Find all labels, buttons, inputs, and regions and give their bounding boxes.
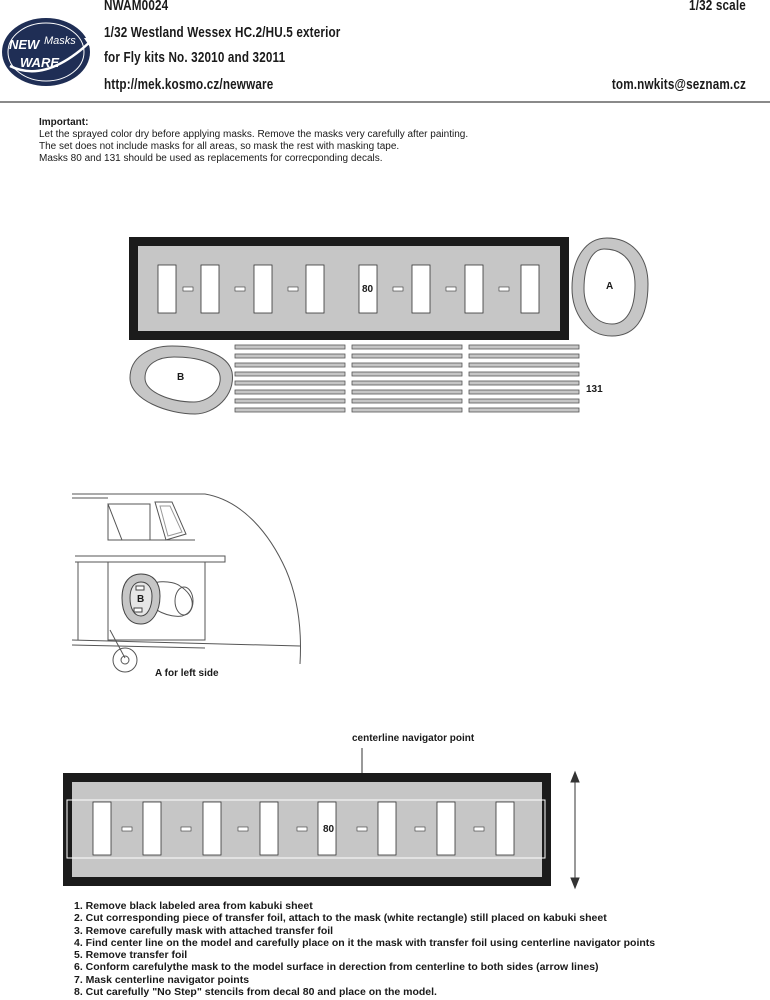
step-4: 4. Find center line on the model and carefully place on it the mask with transfer foil using centerline navigator points [74, 936, 656, 949]
step-2: 2. Cut corresponding piece of transfer foil, attach to the mask (white rectangle) still placed on kabuki sheet [74, 912, 607, 925]
important-line-2: The set does not include masks for all areas, so mask the rest with masking tape. [39, 141, 400, 152]
logo-new-text: NEW [9, 37, 40, 52]
double-arrow [571, 772, 579, 888]
logo-ware-text: WARE [20, 55, 59, 70]
mask-a-label: A [606, 281, 614, 292]
step-6: 6. Conform carefulythe mask to the model surface in derection from centerline to both sides (arrow lines) [74, 961, 599, 974]
website-link[interactable]: http://mek.kosmo.cz/newware [104, 76, 274, 93]
document-title: 1/32 Westland Wessex HC.2/HU.5 exterior [104, 24, 341, 41]
strips-131-label: 131 [586, 384, 603, 395]
step-8: 8. Cut carefully "No Step" stencils from decal 80 and place on the model. [74, 986, 437, 999]
mask-80-label: 80 [362, 284, 374, 295]
step-1: 1. Remove black labeled area from kabuki sheet [74, 900, 313, 912]
email-link[interactable]: tom.nwkits@seznam.cz [611, 76, 746, 93]
heli-caption: A for left side [155, 668, 219, 679]
mask-b-label: B [177, 372, 185, 383]
step-3: 3. Remove carefully mask with attached transfer foil [74, 924, 334, 937]
centerline-callout: centerline navigator point [352, 733, 475, 744]
important-line-1: Let the sprayed color dry before applying masks. Remove the masks very carefully after painting. [39, 129, 469, 140]
step-5: 5. Remove transfer foil [74, 949, 188, 962]
placement-mask-80-label: 80 [323, 824, 335, 835]
logo-masks-text: Masks [44, 35, 76, 47]
scale-label: 1/32 scale [689, 0, 746, 14]
instruction-steps [74, 900, 655, 998]
important-line-3: Masks 80 and 131 should be used as replacements for correcponding decals. [39, 153, 383, 164]
heli-mask-b-label: B [137, 594, 145, 605]
important-heading: Important: [39, 117, 89, 128]
document-subtitle: for Fly kits No. 32010 and 32011 [104, 49, 286, 66]
step-7: 7. Mask centerline navigator points [74, 973, 250, 986]
document-code: NWAM0024 [104, 0, 169, 14]
